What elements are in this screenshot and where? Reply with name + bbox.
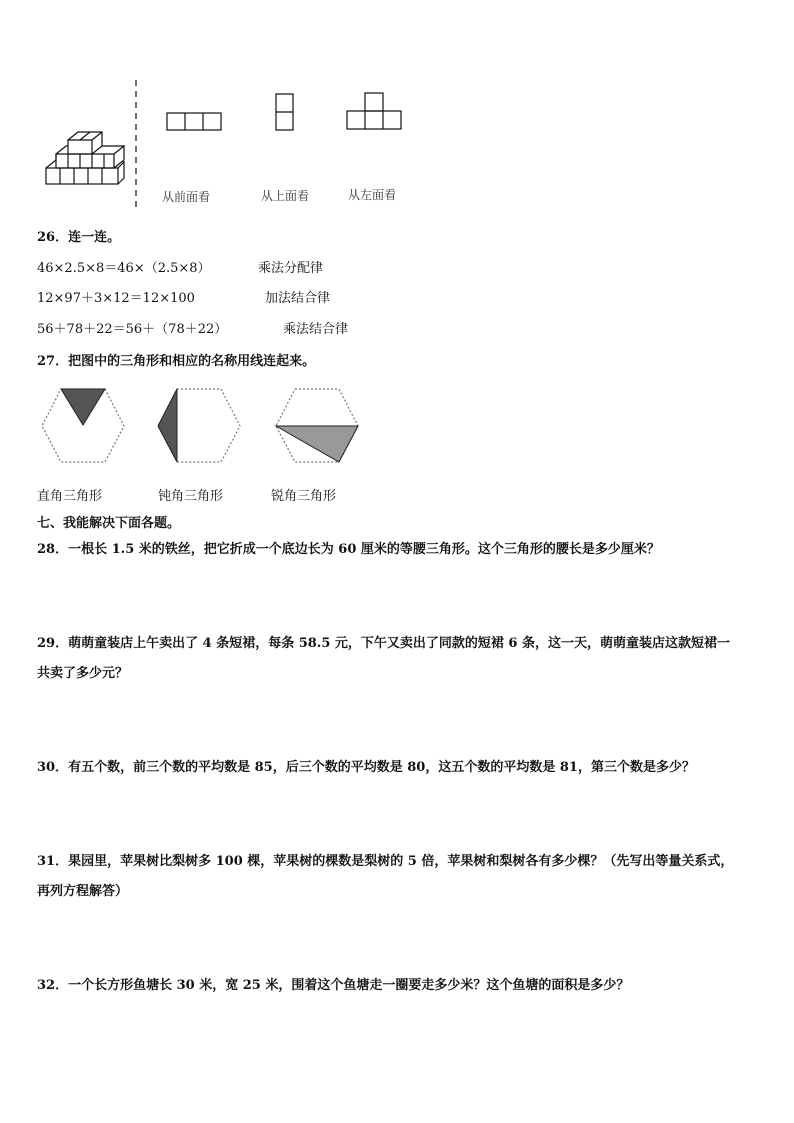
q26-law-3: 乘法结合律 [283, 322, 349, 337]
question-29-line-2: 共卖了多少元？ [37, 666, 129, 681]
q27-name-3: 锐角三角形 [271, 489, 337, 504]
q26-law-2: 加法结合律 [265, 291, 331, 306]
question-29-line-1: 29．萌萌童装店上午卖出了 4 条短裙，每条 58.5 元，下午又卖出了同款的短裙 6 条，这一天，萌萌童装店这款短裙一 [37, 636, 730, 651]
hexagon-3-figure [274, 388, 360, 464]
left-view-figure [346, 92, 402, 130]
question-31-line-2: 再列方程解答） [37, 884, 129, 899]
question-30: 30．有五个数，前三个数的平均数是 85，后三个数的平均数是 80，这五个数的平均数是 81，第三个数是多少？ [37, 760, 695, 775]
q26-law-1: 乘法分配律 [258, 261, 324, 276]
cube-solid-figure [44, 128, 128, 188]
top-view-figure [275, 93, 295, 131]
q26-equation-2: 12×97＋3×12＝12×100 [37, 291, 195, 306]
front-view-figure [166, 112, 222, 132]
dashed-divider [133, 80, 139, 210]
top-view-label: 从上面看 [261, 189, 310, 203]
section-7-title: 七、我能解决下面各题。 [37, 516, 181, 531]
q27-name-2: 钝角三角形 [158, 489, 224, 504]
front-view-label: 从前面看 [162, 190, 211, 204]
question-27-title: 27．把图中的三角形和相应的名称用线连起来。 [37, 354, 316, 369]
q26-equation-1: 46×2.5×8＝46×（2.5×8） [37, 261, 211, 276]
question-26-title: 26．连一连。 [37, 230, 121, 245]
left-view-label: 从左面看 [348, 188, 397, 202]
question-32: 32．一个长方形鱼塘长 30 米，宽 25 米，围着这个鱼塘走一圈要走多少米？这个鱼塘的面积是多少？ [37, 978, 630, 993]
hexagon-2-figure [156, 388, 242, 464]
question-28: 28．一根长 1.5 米的铁丝，把它折成一个底边长为 60 厘米的等腰三角形。这个三角形的腰长是多少厘米？ [37, 542, 660, 557]
q27-name-1: 直角三角形 [37, 489, 103, 504]
question-31-line-1: 31．果园里，苹果树比梨树多 100 棵，苹果树的棵数是梨树的 5 倍，苹果树和梨树各有多少棵？（先写出等量关系式， [37, 854, 734, 869]
hexagon-1-figure [40, 388, 126, 464]
q26-equation-3: 56＋78＋22＝56＋（78＋22） [37, 322, 228, 337]
